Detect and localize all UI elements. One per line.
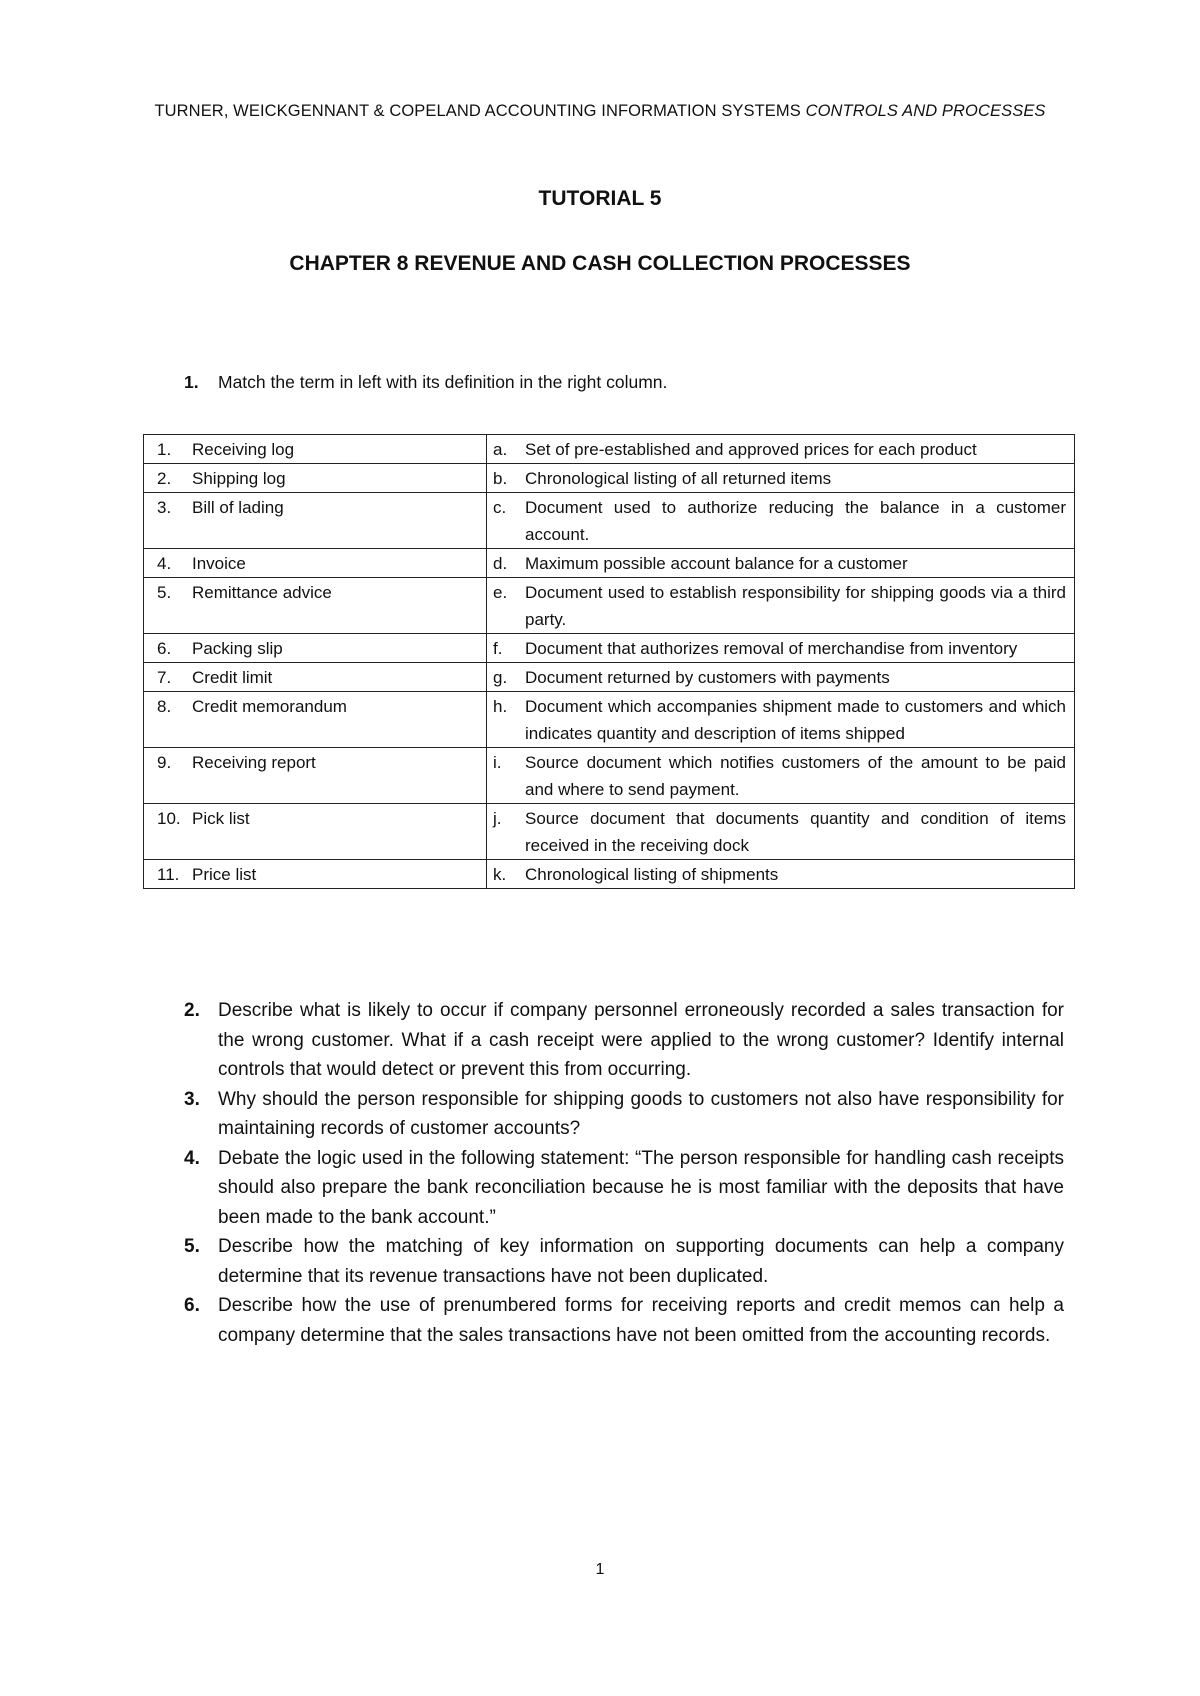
definition-text: Document which accompanies shipment made to customers and which indicates quantity and description of items shipped: [525, 697, 1066, 743]
term-cell: [144, 748, 487, 804]
term-number: 1.: [157, 440, 172, 459]
header-italic-text: CONTROLS AND PROCESSES: [805, 102, 1046, 120]
term-cell: [144, 860, 487, 889]
definition-text: Set of pre-established and approved prices for each product: [525, 440, 977, 459]
definition-letter: k.: [493, 865, 507, 884]
question-number: 1.: [184, 372, 199, 392]
definition-text: Source document which notifies customers of the amount to be paid and where to send payment.: [525, 753, 1066, 799]
table-row: [144, 435, 1075, 464]
term-cell: [144, 578, 487, 634]
definition-cell: [487, 634, 1075, 663]
header-text: TURNER, WEICKGENNANT & COPELAND ACCOUNTING INFORMATION SYSTEMS: [154, 102, 806, 120]
question-number: 5.: [184, 1236, 200, 1257]
page-title: TUTORIAL 5: [538, 187, 662, 210]
term-number: 7.: [157, 668, 172, 687]
definition-cell: [487, 549, 1075, 578]
definition-letter: a.: [493, 440, 508, 459]
matching-table: [143, 434, 1075, 889]
table-row: [144, 464, 1075, 493]
table-row: [144, 634, 1075, 663]
term-cell: [144, 549, 487, 578]
definition-cell: [487, 464, 1075, 493]
question-number: 4.: [184, 1147, 200, 1169]
term-number: 9.: [157, 753, 172, 772]
definition-letter: d.: [493, 554, 508, 573]
definition-text: Maximum possible account balance for a customer: [525, 554, 908, 573]
term-number: 5.: [157, 583, 172, 602]
definition-letter: g.: [493, 668, 508, 687]
definition-text: Source document that documents quantity and condition of items received in the receiving dock: [525, 809, 1066, 855]
term-cell: [144, 634, 487, 663]
definition-text: Document that authorizes removal of merchandise from inventory: [525, 639, 1018, 658]
definition-cell: [487, 578, 1075, 634]
definition-cell: [487, 748, 1075, 804]
term-number: 4.: [157, 554, 172, 573]
term-number: 8.: [157, 697, 172, 716]
term-number: 10.: [157, 809, 181, 828]
term-label: Bill of lading: [192, 498, 284, 517]
term-number: 3.: [157, 498, 172, 517]
table-row: [144, 578, 1075, 634]
table-row: [144, 804, 1075, 860]
page-number: 1: [595, 1561, 605, 1578]
term-label: Invoice: [192, 554, 246, 573]
definition-cell: [487, 493, 1075, 549]
term-label: Pick list: [192, 809, 250, 828]
question-item: [184, 1085, 1064, 1144]
definition-cell: [487, 435, 1075, 464]
term-label: Receiving report: [192, 753, 316, 772]
term-label: Price list: [192, 865, 257, 884]
definition-letter: b.: [493, 469, 508, 488]
term-cell: [144, 493, 487, 549]
table-row: [144, 748, 1075, 804]
question-item: [184, 1144, 1064, 1233]
term-label: Credit limit: [192, 668, 273, 687]
question-number: 3.: [184, 1088, 200, 1110]
term-cell: [144, 663, 487, 692]
definition-text: Document used to establish responsibility for shipping goods via a third party.: [525, 583, 1066, 629]
term-label: Credit memorandum: [192, 697, 347, 716]
term-label: Shipping log: [192, 469, 286, 488]
question-number: 6.: [184, 1295, 200, 1316]
definition-letter: i.: [493, 753, 502, 772]
definition-letter: h.: [493, 697, 508, 716]
chapter-title: CHAPTER 8 REVENUE AND CASH COLLECTION PROCESSES: [289, 252, 911, 275]
term-label: Receiving log: [192, 440, 295, 459]
term-cell: [144, 804, 487, 860]
table-row: [144, 860, 1075, 889]
question-text: Describe how the use of prenumbered forms for receiving reports and credit memos can help a company determine that the sales transactions have not been omitted from the accounting records.: [218, 1295, 1064, 1346]
question-1: [184, 372, 667, 393]
definition-text: Chronological listing of shipments: [525, 865, 779, 884]
definition-text: Document returned by customers with payments: [525, 668, 890, 687]
term-number: 2.: [157, 469, 172, 488]
term-cell: [144, 435, 487, 464]
definition-letter: f.: [493, 639, 503, 658]
definition-letter: c.: [493, 498, 507, 517]
page-header: [0, 102, 1200, 121]
definition-cell: [487, 692, 1075, 748]
definition-letter: e.: [493, 583, 508, 602]
question-text: Why should the person responsible for shipping goods to customers not also have responsibility for maintaining records of customer accounts?: [218, 1088, 1064, 1139]
term-number: 11.: [157, 865, 180, 884]
question-text: Describe how the matching of key information on supporting documents can help a company determine that its revenue transactions have not been duplicated.: [218, 1236, 1064, 1287]
question-item: [184, 996, 1064, 1085]
definition-cell: [487, 804, 1075, 860]
question-number: 2.: [184, 1000, 200, 1021]
term-label: Packing slip: [192, 639, 283, 658]
question-text: Debate the logic used in the following statement: “The person responsible for handling cash receipts should also prepare the bank reconciliation because he is most familiar with the deposits that have been made to the bank account.”: [218, 1147, 1064, 1228]
definition-text: Document used to authorize reducing the balance in a customer account.: [525, 498, 1066, 544]
question-text: Match the term in left with its definition in the right column.: [218, 372, 668, 392]
table-row: [144, 549, 1075, 578]
term-cell: [144, 464, 487, 493]
term-cell: [144, 692, 487, 748]
definition-text: Chronological listing of all returned items: [525, 469, 832, 488]
table-row: [144, 663, 1075, 692]
question-list: [184, 996, 1064, 1350]
term-label: Remittance advice: [192, 583, 332, 602]
question-item: [184, 1232, 1064, 1291]
definition-cell: [487, 663, 1075, 692]
question-text: Describe what is likely to occur if company personnel erroneously recorded a sales transaction for the wrong customer. What if a cash receipt were applied to the wrong customer? Identify internal controls that would detect or prevent this from occurring.: [218, 1000, 1064, 1080]
definition-letter: j.: [493, 809, 502, 828]
table-row: [144, 493, 1075, 549]
term-number: 6.: [157, 639, 172, 658]
definition-cell: [487, 860, 1075, 889]
table-row: [144, 692, 1075, 748]
question-item: [184, 1291, 1064, 1350]
